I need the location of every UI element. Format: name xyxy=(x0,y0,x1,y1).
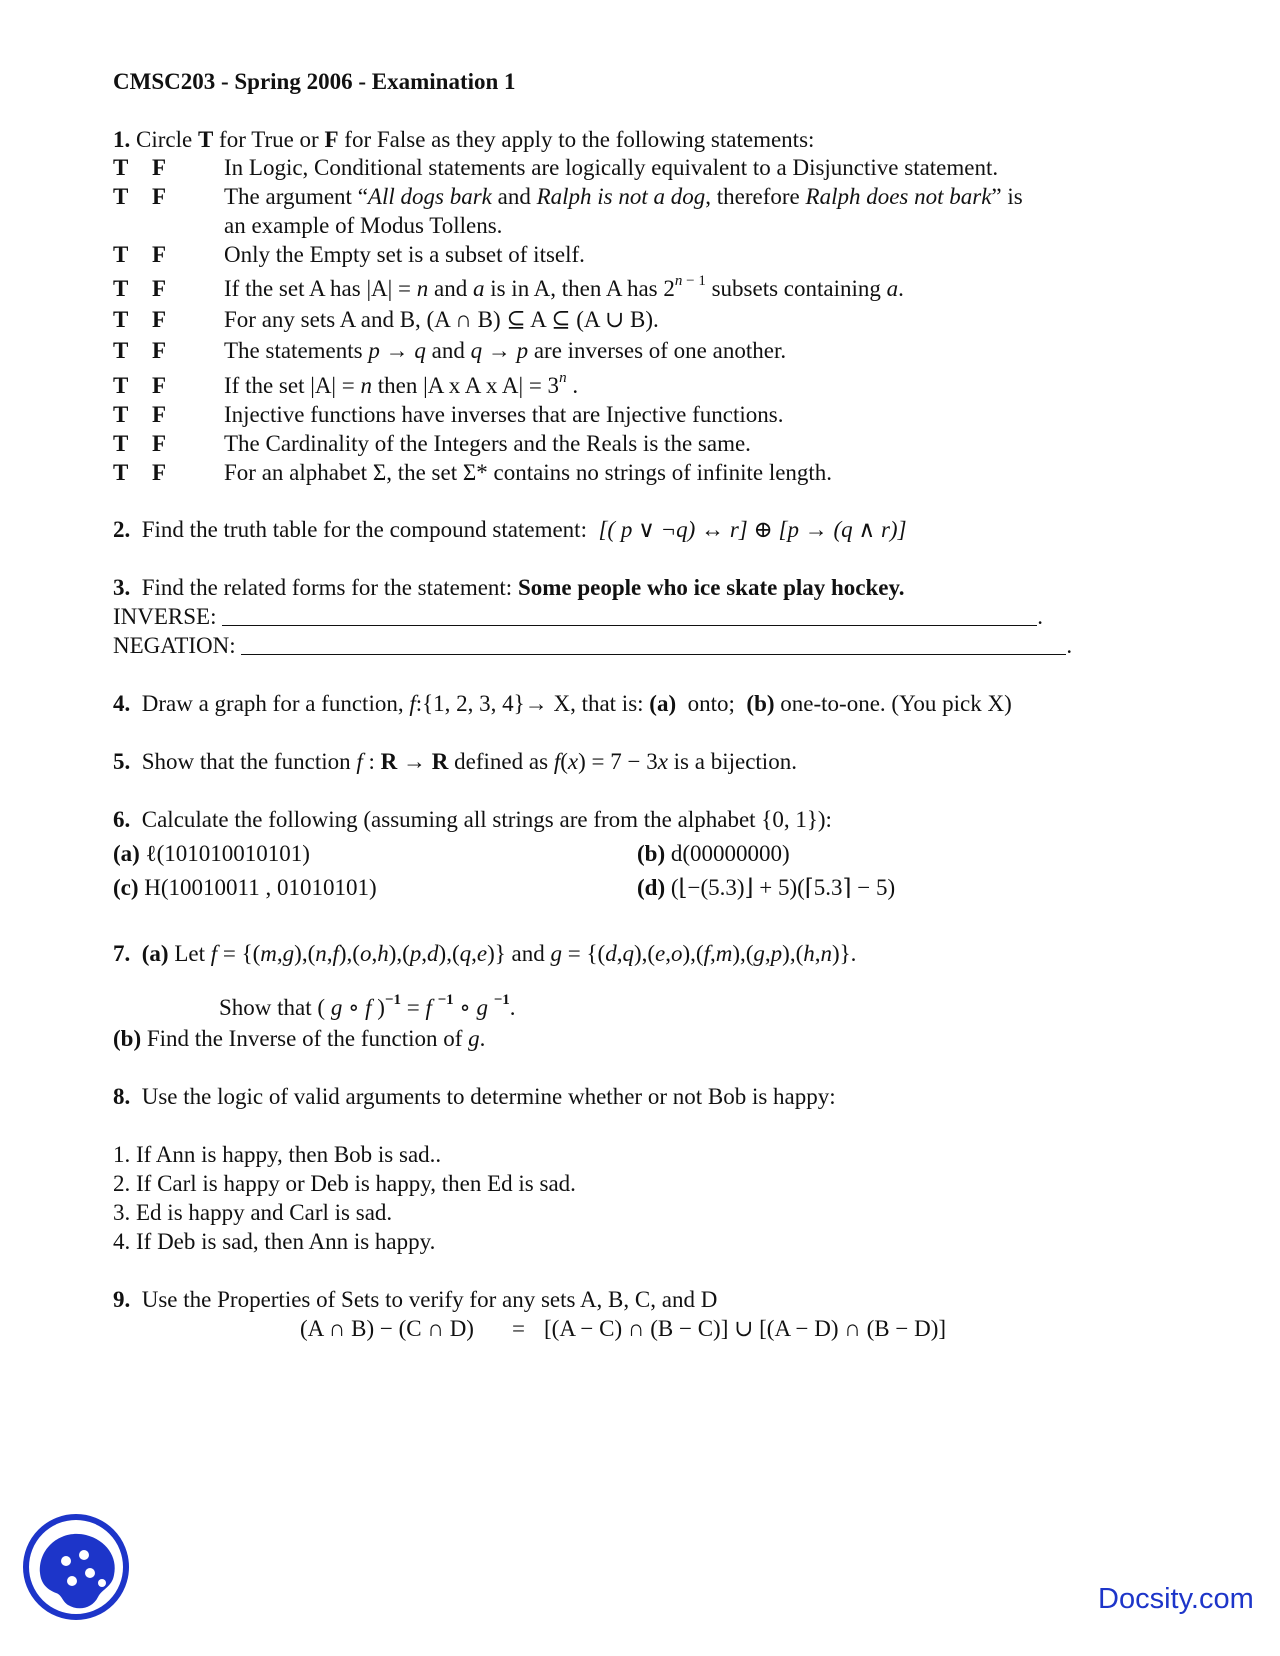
q6-part-c: (c) H(10010011 , 01010101) xyxy=(113,875,377,900)
exam-title: CMSC203 - Spring 2006 - Examination 1 xyxy=(113,69,516,94)
q8-premise: 2. If Carl is happy or Deb is happy, then Ed is sad. xyxy=(113,1171,576,1196)
q3-statement: Some people who ice skate play hockey. xyxy=(517,575,905,600)
tf-choice: T F xyxy=(113,276,167,301)
q8-premise: 4. If Deb is sad, then Ann is happy. xyxy=(113,1229,436,1254)
tf-choice: T F xyxy=(113,402,167,427)
q2-number: 2. xyxy=(113,517,131,542)
q1-statement: If the set |A| = n then |A x A x $A| = 3^n$ . xyxy=(224,370,579,398)
q2-expression: [( p ∨ ¬q) ↔ r] ⊕ [p → (q ∧ r)] xyxy=(598,517,907,542)
q3-text: Find the related forms for the statement: xyxy=(141,575,513,600)
tf-choice: T F xyxy=(113,184,167,209)
q9-lhs: (A ∩ B) − (C ∩ D) xyxy=(300,1316,474,1341)
tf-choice: T F xyxy=(113,373,167,398)
q6-part-b: (b) d(00000000) xyxy=(637,841,790,866)
q5: 5. Show that the function f : R → R defined as f(x) = 7 − 3x is a bijection. xyxy=(113,749,797,774)
q6 xyxy=(113,806,832,835)
q9-number: 9. xyxy=(113,1287,131,1312)
q2 xyxy=(113,516,907,545)
q1-intro: 1. Circle T for True or F for False as they apply to the following statements: xyxy=(113,127,815,152)
inverse-answer-blank xyxy=(222,605,1037,626)
q6-number: 6. xyxy=(113,807,131,832)
q2-text: Find the truth table for the compound statement: xyxy=(141,517,587,542)
q1-statement: If the set A has |A| = n and a is in A, then A has $2^{n - 1}$ subsets containing a. xyxy=(224,273,904,301)
docsity-logo-icon xyxy=(22,1513,130,1621)
q7-show: Show that ( g ∘ f )$^{-1}$ = f $^{-1}$ ∘ g $^{-1}$. xyxy=(219,992,516,1020)
q1-statement: In Logic, Conditional statements are logically equivalent to a Disjunctive statement. xyxy=(224,155,999,180)
tf-choice: T F xyxy=(113,431,167,456)
q6-part-a: (a) ℓ(101010010101) xyxy=(113,841,310,866)
q1-statement: Only the Empty set is a subset of itself. xyxy=(224,242,585,267)
q9 xyxy=(113,1286,717,1315)
inverse-label: INVERSE: xyxy=(113,604,217,629)
q4-number: 4. xyxy=(113,691,131,716)
q4: 4. Draw a graph for a function, f:{1, 2, 3, 4}→ X, that is: (a) onto; (b) one-to-one. (You pick X) xyxy=(113,691,1012,716)
q9-rhs: [(A − C) ∩ (B − C)] ∪ [(A − D) ∩ (B − D)] xyxy=(544,1316,947,1341)
tf-choice: T F xyxy=(113,307,167,332)
q5-number: 5. xyxy=(113,749,131,774)
q1-statement: Injective functions have inverses that are Injective functions. xyxy=(224,402,784,427)
q1-statement: For an alphabet Σ, the set Σ* contains no strings of infinite length. xyxy=(224,460,833,485)
q8-premise: 1. If Ann is happy, then Bob is sad.. xyxy=(113,1142,442,1167)
q1-statement: The argument “All dogs bark and Ralph is not a dog, therefore Ralph does not bark” is xyxy=(224,184,1023,209)
q8-number: 8. xyxy=(113,1084,131,1109)
q1-statement-continued: an example of Modus Tollens. xyxy=(224,213,503,238)
negation-answer-blank xyxy=(241,634,1066,655)
q8 xyxy=(113,1083,836,1112)
q7-part-b: (b) Find the Inverse of the function of g. xyxy=(113,1026,486,1051)
q3-number: 3. xyxy=(113,575,131,600)
q6-text: Calculate the following (assuming all strings are from the alphabet {0, 1}): xyxy=(141,807,832,832)
tf-choice: T F xyxy=(113,242,167,267)
q7-number: 7. xyxy=(113,941,131,966)
q1-statement: For any sets A and B, (A ∩ B) ⊆ A ⊆ (A ∪ B). xyxy=(224,307,659,332)
tf-choice: T F xyxy=(113,155,167,180)
q9-text: Use the Properties of Sets to verify for any sets A, B, C, and D xyxy=(141,1287,718,1312)
q6-part-d: (d) (⌊−(5.3)⌋ + 5)(⌈5.3⌉ − 5) xyxy=(637,875,896,900)
q9-equals: = xyxy=(512,1316,525,1341)
inverse-line: INVERSE: . xyxy=(113,604,1043,629)
q8-premise: 3. Ed is happy and Carl is sad. xyxy=(113,1200,393,1225)
negation-label: NEGATION: xyxy=(113,633,236,658)
q3 xyxy=(113,574,904,603)
q7-part-a: 7. (a) Let f = {(m,g),(n,f),(o,h),(p,d),(q,e)} and g = {(d,q),(e,o),(f,m),(g,p),(h,n)}. xyxy=(113,941,857,966)
tf-choice: T F xyxy=(113,338,167,363)
q1-statement: The statements p → q and q → p are inverses of one another. xyxy=(224,338,787,363)
q1-number: 1. xyxy=(113,127,131,152)
tf-choice: T F xyxy=(113,460,167,485)
q8-text: Use the logic of valid arguments to determine whether or not Bob is happy: xyxy=(141,1084,836,1109)
negation-line: NEGATION: . xyxy=(113,633,1073,658)
q1-statement: The Cardinality of the Integers and the Reals is the same. xyxy=(224,431,751,456)
docsity-brand-link[interactable]: Docsity.com xyxy=(1098,1583,1254,1615)
